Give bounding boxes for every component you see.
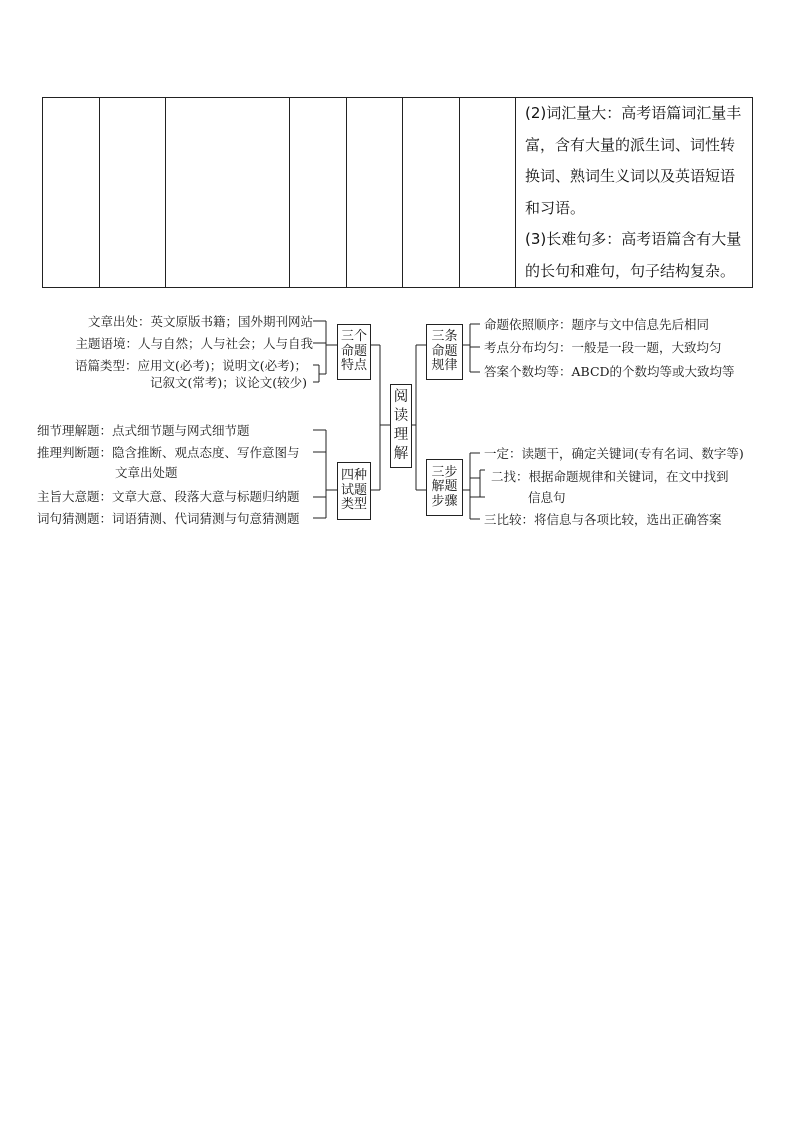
- distribution-rule-item: 考点分布均匀：一般是一段一题，大致均匀: [484, 340, 722, 355]
- inference-question-item-cont: 文章出处题: [115, 465, 178, 480]
- step-three-item: 三比较：将信息与各项比较，选出正确答案: [484, 512, 722, 527]
- order-rule-item: 命题依照顺序：题序与文中信息先后相同: [484, 317, 710, 332]
- topic-context-item: 主题语境：人与自然；人与社会；人与自我: [75, 336, 313, 351]
- three-features-box: 三个 命题 特点: [337, 324, 371, 380]
- long-sentence-paragraph: (3)长难句多：高考语篇含有大量的长句和难句，句子结构复杂。: [525, 230, 742, 280]
- step-two-item-cont: 信息句: [528, 490, 566, 505]
- inference-question-item: 推理判断题：隐含推断、观点态度、写作意图与: [37, 445, 300, 460]
- detail-question-item: 细节理解题：点式细节题与网式细节题: [37, 423, 250, 438]
- four-types-box: 四种 试题 类型: [337, 462, 371, 520]
- text-type-item-cont: 记叙文(常考)；议论文(较少): [149, 375, 307, 390]
- answer-count-rule-item: 答案个数均等：ABCD的个数均等或大致均等: [484, 364, 735, 379]
- three-rules-box: 三条 命题 规律: [426, 324, 463, 380]
- word-guess-question-item: 词句猜测题：词语猜测、代词猜测与句意猜测题: [37, 511, 300, 526]
- main-idea-question-item: 主旨大意题：文章大意、段落大意与标题归纳题: [37, 489, 300, 504]
- three-steps-box: 三步 解题 步骤: [426, 459, 463, 516]
- step-one-item: 一定：读题干，确定关键词(专有名词、数字等): [484, 446, 744, 461]
- text-type-item: 语篇类型：应用文(必考)；说明文(必考)；: [74, 358, 307, 373]
- step-two-item: 二找：根据命题规律和关键词，在文中找到: [491, 469, 729, 484]
- topic-source-item: 文章出处：英文原版书籍；国外期刊网站: [87, 314, 313, 329]
- vocabulary-paragraph: (2)词汇量大：高考语篇词汇量丰富，含有大量的派生词、词性转换词、熟词生义词以及英语短语和习语。: [525, 104, 742, 217]
- reading-comprehension-box: 阅 读 理 解: [390, 384, 412, 468]
